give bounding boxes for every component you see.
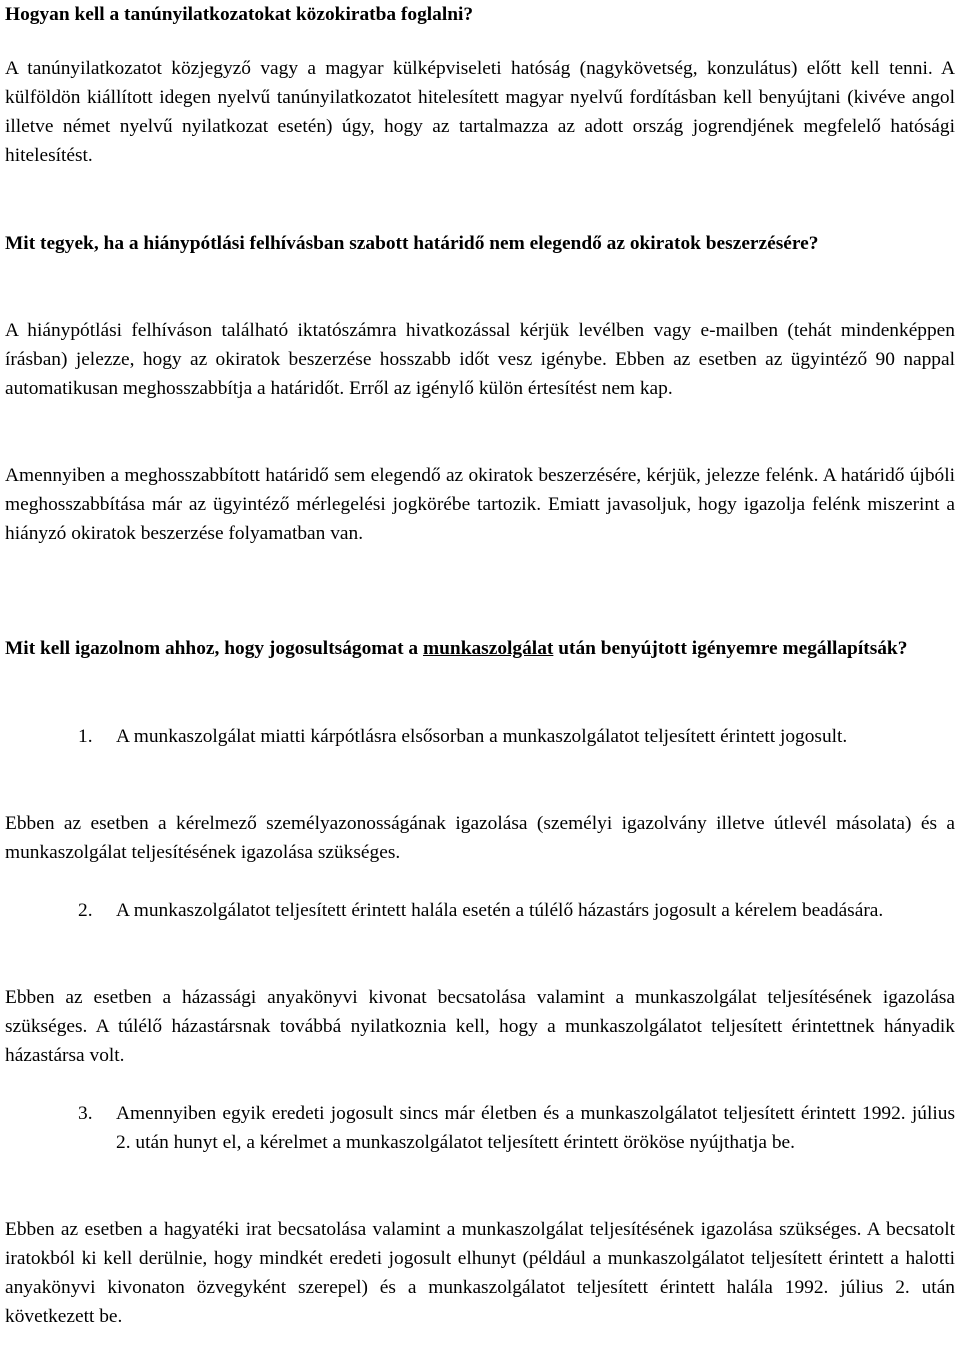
paragraph-deadline-1: A hiánypótlási felhíváson található iktatószámra hivatkozással kérjük levélben vagy e-mailben (tehát mindenképpen írásban) jelezze, hogy az okiratok beszerzése hosszabb időt vesz igénybe. Ebben az esetben az ügyintéző 90 nappal automatikusan meghosszabbítja a határidőt. Erről az igénylő külön értesítést nem kap. <box>5 320 955 399</box>
heading-text-after: után benyújtott igényemre megállapítsák? <box>553 638 908 659</box>
labor-service-link[interactable]: munkaszolgálat <box>422 638 554 659</box>
list-item-1 <box>78 722 955 751</box>
explanation-1: Ebben az esetben a kérelmező személyazonosságának igazolása (személyi igazolvány illetve útlevél másolata) és a munkaszolgálat teljesítésének igazolása szükséges. <box>5 813 955 863</box>
explanation-2: Ebben az esetben a házassági anyakönyvi kivonat becsatolása valamint a munkaszolgálat teljesítésének igazolása szükséges. A túlélő házastársnak továbbá nyilatkoznia kell, hogy a munkaszolgálatot teljesített érintettnek hányadik házastársa volt. <box>5 987 955 1066</box>
paragraph-notarization: A tanúnyilatkozatot közjegyző vagy a magyar külképviseleti hatóság (nagykövetség, konzulátus) előtt kell tenni. A külföldön kiállított idegen nyelvű tanúnyilatkozatot hitelesített magyar nyelvű fordításban kell benyújtani (kivéve angol illetve német nyelvű nyilatkozat esetén) úgy, hogy az tartalmazza az adott ország jogrendjének megfelelő hatósági hitelesítést. <box>5 58 955 166</box>
list-item-3 <box>78 1099 955 1157</box>
list-number: 1. <box>78 726 93 747</box>
list-number: 2. <box>78 900 93 921</box>
list-number: 3. <box>78 1103 93 1124</box>
question-heading-notarization: Hogyan kell a tanúnyilatkozatokat közokiratba foglalni? <box>5 4 474 25</box>
paragraph-deadline-2: Amennyiben a meghosszabbított határidő sem elegendő az okiratok beszerzésére, kérjük, jelezze felénk. A határidő újbóli meghosszabbítása már az ügyintéző mérlegelési jogkörébe tartozik. Emiatt javasoljuk, hogy igazolja felénk miszerint a hiányzó okiratok beszerzése folyamatban van. <box>5 465 955 544</box>
heading-text-before: Mit kell igazolnom ahhoz, hogy jogosultságomat a <box>5 638 423 659</box>
question-heading-deadline: Mit tegyek, ha a hiánypótlási felhívásban szabott határidő nem elegendő az okiratok beszerzésére? <box>5 233 819 254</box>
list-item-text: A munkaszolgálat miatti kárpótlásra elsősorban a munkaszolgálatot teljesített érintett jogosult. <box>116 726 848 747</box>
question-heading-labor-service <box>5 634 955 663</box>
list-item-text: Amennyiben egyik eredeti jogosult sincs már életben és a munkaszolgálatot teljesített érintett 1992. július 2. után hunyt el, a kérelmet a munkaszolgálatot teljesített érintett örököse nyújthatja be. <box>116 1103 955 1153</box>
explanation-3: Ebben az esetben a hagyatéki irat becsatolása valamint a munkaszolgálat teljesítésének igazolása szükséges. A becsatolt iratokból ki kell derülnie, hogy mindkét eredeti jogosult elhunyt (például a munkaszolgálatot teljesített érintett a halotti anyakönyvi kivonaton özvegyként szerepel) és a munkaszolgálatot teljesített érintett halála 1992. július 2. után következett be. <box>5 1219 955 1327</box>
list-item-2 <box>78 896 955 925</box>
list-item-text: A munkaszolgálatot teljesített érintett halála esetén a túlélő házastárs jogosult a kérelem beadására. <box>116 900 884 921</box>
